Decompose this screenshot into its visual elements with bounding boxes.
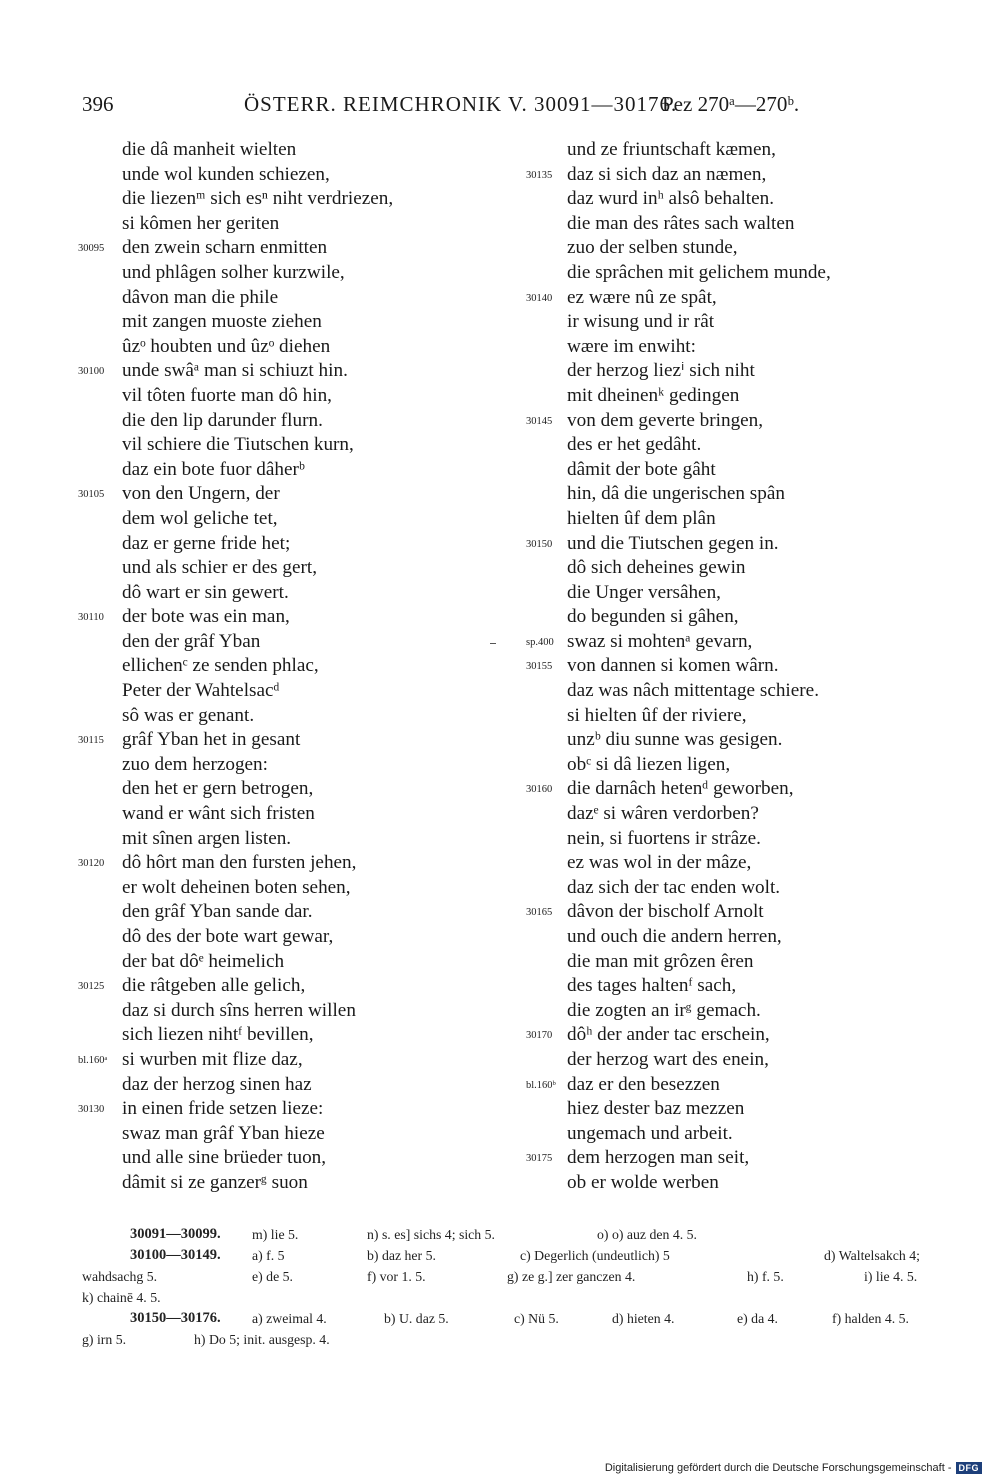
verse-line <box>78 187 478 212</box>
apparatus-note: a) f. 5 <box>252 1248 285 1263</box>
verse-line <box>78 728 478 753</box>
verse-text: Peter der Wahtelsacᵈ <box>122 680 280 702</box>
verse-text: dâvon der bischolf Arnolt <box>567 901 764 923</box>
verse-line <box>526 1023 946 1048</box>
verse-text: und phlâgen solher kurzwile, <box>122 261 345 283</box>
verse-line <box>78 409 478 434</box>
apparatus-note: g) irn 5. <box>82 1332 127 1347</box>
verse-line <box>526 458 946 483</box>
verse-line <box>78 335 478 360</box>
verse-line <box>526 1122 946 1147</box>
apparatus-note: o) o) auz den 4. 5. <box>597 1227 697 1242</box>
verse-text: den zwein scharn enmitten <box>122 237 328 259</box>
apparatus-note: i) lie 4. 5. <box>864 1269 918 1284</box>
verse-text: die zogten an irᵍ gemach. <box>567 999 761 1021</box>
verse-line <box>78 777 478 802</box>
verse-text: hin, dâ die ungerischen spân <box>567 483 785 505</box>
verse-text: die den lip darunder flurn. <box>122 409 323 431</box>
verse-text: dâvon man die phile <box>122 286 279 308</box>
verse-line <box>78 310 478 335</box>
critical-apparatus <box>82 1224 944 1350</box>
verse-number: 30175 <box>526 1153 553 1165</box>
verse-line <box>526 163 946 188</box>
verse-text: in einen fride setzen lieze: <box>122 1098 324 1120</box>
verse-line <box>78 950 478 975</box>
verse-line <box>78 532 478 557</box>
verse-number: sp.400 <box>526 636 554 648</box>
apparatus-group-30100 <box>82 1245 944 1308</box>
verse-line <box>78 482 478 507</box>
verse-number: bl.160ᵇ <box>526 1079 556 1091</box>
verse-line <box>526 605 946 630</box>
verse-text: daz der herzog sinen haz <box>122 1073 312 1095</box>
verse-text: den grâf Yban sande dar. <box>122 901 313 923</box>
verse-line <box>78 212 478 237</box>
verse-line <box>526 999 946 1024</box>
verse-text: sich liezen nihtᶠ bevillen, <box>122 1024 314 1046</box>
apparatus-note: h) f. 5. <box>747 1269 784 1284</box>
apparatus-group-30091 <box>82 1224 944 1245</box>
verse-text: grâf Yban het in gesant <box>122 729 301 751</box>
verse-text: mit dheinenᵏ gedingen <box>567 384 740 406</box>
verse-text: der herzog liezⁱ sich niht <box>567 360 755 382</box>
verse-text: und ouch die andern herren, <box>567 926 782 947</box>
verse-number: 30120 <box>78 858 105 870</box>
verse-text: die liezenᵐ sich esⁿ niht verdriezen, <box>122 188 394 210</box>
verse-text: vil tôten fuorte man dô hin, <box>122 384 332 406</box>
verse-text: unde swâᵃ man si schiuzt hin. <box>122 360 348 382</box>
verse-number: 30095 <box>78 243 105 255</box>
verse-text: daz er gerne fride het; <box>122 532 291 554</box>
verse-line <box>526 433 946 458</box>
apparatus-line <box>82 1245 944 1266</box>
verse-text: die dâ manheit wielten <box>122 139 297 160</box>
verse-text: daz si sich daz an næmen, <box>567 163 767 185</box>
verse-text: ellichenᶜ ze senden phlac, <box>122 655 319 677</box>
verse-number: 30135 <box>526 169 553 181</box>
verse-line <box>78 1048 478 1073</box>
verse-line <box>78 1073 478 1098</box>
verse-line <box>526 827 946 852</box>
verse-line <box>78 1122 478 1147</box>
apparatus-note: f) halden 4. 5. <box>832 1311 910 1326</box>
verse-line <box>526 900 946 925</box>
verse-text: der herzog wart des enein, <box>567 1048 769 1070</box>
verse-text: ûzᵒ houbten und ûzᵒ diehen <box>122 335 331 357</box>
verse-line <box>78 925 478 950</box>
verse-text: den het er gern betrogen, <box>122 778 314 800</box>
verse-line <box>78 1023 478 1048</box>
verse-line <box>78 286 478 311</box>
verse-line <box>78 384 478 409</box>
verse-text: sô was er genant. <box>122 704 255 726</box>
verse-line <box>526 704 946 729</box>
verse-line <box>526 679 946 704</box>
verse-text: si kômen her geriten <box>122 212 280 234</box>
verse-number: 30170 <box>526 1030 553 1042</box>
apparatus-note: e) da 4. <box>737 1311 778 1326</box>
verse-text: hiez dester baz mezzen <box>567 1098 745 1120</box>
apparatus-note: a) zweimal 4. <box>252 1311 327 1326</box>
running-head <box>82 92 942 120</box>
verse-text: daz ein bote fuor dâherᵇ <box>122 458 305 480</box>
apparatus-line <box>82 1224 944 1245</box>
verse-line <box>78 458 478 483</box>
footer-text: Digitalisierung gefördert durch die Deutsche Forschungsgemeinschaft - <box>604 1462 952 1474</box>
verse-line <box>526 556 946 581</box>
verse-number: 30130 <box>78 1104 105 1116</box>
funding-footer <box>605 1462 982 1474</box>
verse-line <box>78 999 478 1024</box>
verse-text: die man des râtes sach walten <box>567 212 795 234</box>
pez-reference: Pez 270ᵃ—270ᵇ. <box>662 92 800 116</box>
apparatus-note: d) hieten 4. <box>612 1311 675 1326</box>
verse-text: swaz man grâf Yban hieze <box>122 1122 325 1144</box>
running-title: ÖSTERR. REIMCHRONIK V. 30091—30176. <box>244 92 678 116</box>
apparatus-note: f) vor 1. 5. <box>367 1269 426 1284</box>
verse-line <box>78 679 478 704</box>
verse-line <box>78 1097 478 1122</box>
verse-line <box>78 605 478 630</box>
verse-line <box>78 236 478 261</box>
verse-line <box>526 581 946 606</box>
verse-text: obᶜ si dâ liezen ligen, <box>567 753 731 775</box>
apparatus-note: k) chainē 4. 5. <box>82 1290 161 1305</box>
verse-line <box>526 212 946 237</box>
verse-line <box>78 974 478 999</box>
verse-number: 30150 <box>526 538 553 550</box>
verse-number: 30115 <box>78 735 104 747</box>
verse-line <box>526 974 946 999</box>
verse-line <box>526 753 946 778</box>
verse-text: dô hôrt man den fursten jehen, <box>122 852 357 874</box>
verse-line <box>78 1171 478 1196</box>
verse-text: mit zangen muoste ziehen <box>122 311 322 333</box>
verse-text: wære im enwiht: <box>567 335 696 357</box>
verse-line <box>78 163 478 188</box>
apparatus-note: c) Degerlich (undeutlich) 5 <box>520 1248 670 1263</box>
verse-text: dazᵉ si wâren verdorben? <box>567 803 759 825</box>
verse-text: daz er den besezzen <box>567 1073 720 1095</box>
verse-text: swaz si mohtenᵃ gevarn, <box>567 630 753 652</box>
left-verse-column <box>78 138 478 1196</box>
apparatus-note: h) Do 5; init. ausgesp. 4. <box>194 1332 330 1347</box>
verse-line <box>78 630 478 655</box>
apparatus-range: 30150—30176. <box>130 1310 221 1326</box>
verse-line <box>78 1146 478 1171</box>
verse-number: 30155 <box>526 661 553 673</box>
verse-line <box>526 507 946 532</box>
verse-text: ez wære nû ze spât, <box>567 286 717 308</box>
verse-line <box>526 286 946 311</box>
verse-line <box>526 335 946 360</box>
verse-line <box>78 261 478 286</box>
verse-text: nein, si fuortens ir strâze. <box>567 827 761 849</box>
apparatus-note: m) lie 5. <box>252 1227 299 1242</box>
verse-text: ungemach und arbeit. <box>567 1122 733 1144</box>
verse-text: dem herzogen man seit, <box>567 1147 750 1169</box>
apparatus-group-30150 <box>82 1308 944 1350</box>
verse-number: 30105 <box>78 489 105 501</box>
verse-line <box>526 1073 946 1098</box>
verse-text: unde wol kunden schiezen, <box>122 163 330 185</box>
verse-text: von dem geverte bringen, <box>567 409 764 431</box>
verse-text: und alle sine brüeder tuon, <box>122 1147 327 1169</box>
verse-line <box>526 409 946 434</box>
apparatus-note: g) ze g.] zer ganczen 4. <box>507 1269 636 1284</box>
verse-number: 30165 <box>526 907 553 919</box>
verse-number: 30125 <box>78 981 105 993</box>
verse-line <box>526 138 946 163</box>
verse-text: die râtgeben alle gelich, <box>122 975 306 997</box>
verse-line <box>526 359 946 384</box>
verse-line <box>526 236 946 261</box>
verse-line <box>78 359 478 384</box>
verse-line <box>78 654 478 679</box>
verse-text: der bat dôᵉ heimelich <box>122 950 285 972</box>
verse-text: zuo dem herzogen: <box>122 753 268 775</box>
verse-text: den der grâf Yban <box>122 630 261 652</box>
right-verse-column <box>526 138 946 1196</box>
verse-text: daz was nâch mittentage schiere. <box>567 680 819 702</box>
verse-line <box>526 728 946 753</box>
verse-line <box>78 507 478 532</box>
verse-line <box>526 1146 946 1171</box>
verse-line <box>526 654 946 679</box>
verse-line <box>78 138 478 163</box>
verse-line <box>526 777 946 802</box>
verse-line <box>526 802 946 827</box>
verse-text: er wolt deheinen boten sehen, <box>122 876 351 898</box>
verse-line <box>526 532 946 557</box>
apparatus-note: b) daz her 5. <box>367 1248 436 1263</box>
verse-text: zuo der selben stunde, <box>567 237 738 259</box>
verse-text: vil schiere die Tiutschen kurn, <box>122 434 354 456</box>
apparatus-note: e) de 5. <box>252 1269 293 1284</box>
verse-text: do begunden si gâhen, <box>567 606 739 628</box>
verse-text: die sprâchen mit gelichem munde, <box>567 261 831 283</box>
verse-text: des er het gedâht. <box>567 434 702 456</box>
verse-text: und die Tiutschen gegen in. <box>567 532 779 554</box>
verse-text: die darnâch hetenᵈ geworben, <box>567 778 794 800</box>
verse-line <box>526 1097 946 1122</box>
verse-text: hielten ûf dem plân <box>567 507 716 529</box>
verse-number: 30160 <box>526 784 553 796</box>
verse-number: 30145 <box>526 415 553 427</box>
verse-line <box>526 261 946 286</box>
verse-text: die Unger versâhen, <box>567 581 721 603</box>
verse-line <box>526 482 946 507</box>
verse-line <box>526 925 946 950</box>
apparatus-note: b) U. daz 5. <box>384 1311 449 1326</box>
apparatus-line <box>82 1287 944 1308</box>
page-number: 396 <box>82 92 114 116</box>
verse-number: 30100 <box>78 366 105 378</box>
verse-line <box>526 876 946 901</box>
verse-text: dem wol geliche tet, <box>122 507 278 529</box>
verse-text: des tages haltenᶠ sach, <box>567 975 737 997</box>
verse-text: mit sînen argen listen. <box>122 827 292 849</box>
verse-text: dâmit si ze ganzerᵍ suon <box>122 1171 308 1193</box>
verse-text: dô sich deheines gewin <box>567 557 746 579</box>
verse-text: daz si durch sîns herren willen <box>122 999 356 1021</box>
apparatus-line <box>82 1308 944 1329</box>
apparatus-note: d) Waltelsakch 4; <box>824 1248 920 1263</box>
verse-text: ir wisung und ir rât <box>567 311 715 333</box>
verse-text: unzᵇ diu sunne was gesigen. <box>567 729 783 751</box>
verse-number: 30110 <box>78 612 104 624</box>
verse-text: dô des der bote wart gewar, <box>122 926 334 947</box>
apparatus-line <box>82 1329 944 1350</box>
verse-number: 30140 <box>526 292 553 304</box>
verse-text: und ze friuntschaft kæmen, <box>567 139 776 160</box>
verse-line <box>78 753 478 778</box>
verse-line <box>78 802 478 827</box>
verse-text: der bote was ein man, <box>122 606 290 628</box>
verse-text: die man mit grôzen êren <box>567 950 754 972</box>
apparatus-note: c) Nü 5. <box>514 1311 559 1326</box>
apparatus-note: n) s. es] sichs 4; sich 5. <box>367 1227 495 1242</box>
verse-line <box>526 851 946 876</box>
verse-text: daz wurd inʰ alsô behalten. <box>567 188 775 210</box>
verse-text: ez was wol in der mâze, <box>567 852 752 874</box>
verse-text: dôʰ der ander tac erschein, <box>567 1024 770 1046</box>
verse-line <box>526 384 946 409</box>
verse-line <box>78 851 478 876</box>
verse-line <box>526 1171 946 1196</box>
verse-text: und als schier er des gert, <box>122 557 318 579</box>
verse-text: si hielten ûf der riviere, <box>567 704 747 726</box>
verse-text: si wurben mit flize daz, <box>122 1048 303 1070</box>
verse-text: dâmit der bote gâht <box>567 458 716 480</box>
verse-line <box>78 556 478 581</box>
verse-number: bl.160ᵃ <box>78 1054 108 1066</box>
verse-line <box>526 950 946 975</box>
verse-text: dô wart er sin gewert. <box>122 581 289 603</box>
verse-text: wand er wânt sich fristen <box>122 803 315 825</box>
apparatus-range: 30091—30099. <box>130 1226 221 1242</box>
verse-text: von dannen si komen wârn. <box>567 655 779 677</box>
apparatus-note: wahdsachg 5. <box>82 1269 158 1284</box>
verse-line <box>526 310 946 335</box>
verse-text: ob er wolde werben <box>567 1171 719 1193</box>
verse-line <box>526 630 946 655</box>
verse-line <box>78 704 478 729</box>
verse-line <box>78 433 478 458</box>
apparatus-range: 30100—30149. <box>130 1247 221 1263</box>
verse-text: von den Ungern, der <box>122 483 280 505</box>
apparatus-line <box>82 1266 944 1287</box>
verse-line <box>78 581 478 606</box>
verse-line <box>78 827 478 852</box>
verse-line <box>526 187 946 212</box>
verse-text: daz sich der tac enden wolt. <box>567 876 781 898</box>
verse-line <box>78 900 478 925</box>
verse-line <box>526 1048 946 1073</box>
dfg-logo: DFG <box>956 1462 983 1474</box>
margin-mark <box>490 643 496 644</box>
verse-line <box>78 876 478 901</box>
